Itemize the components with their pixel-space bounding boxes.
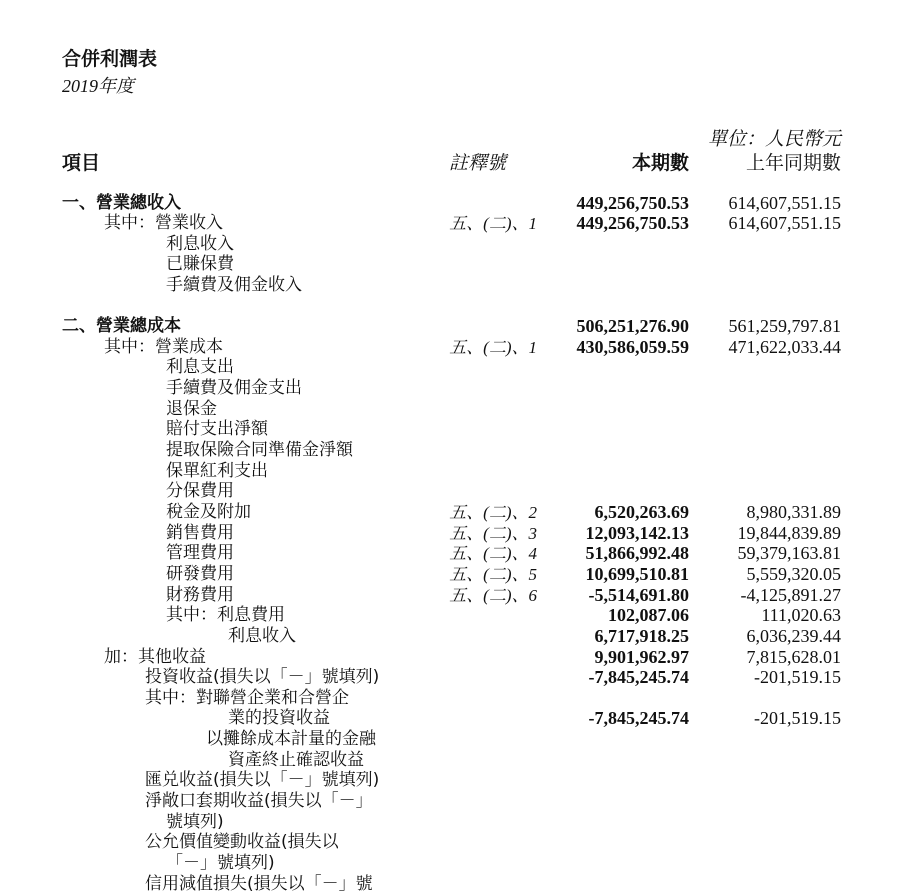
row-label: 賠付支出淨額 — [166, 419, 268, 439]
table-row — [0, 585, 897, 606]
row-note-ref: 五、(二)、2 — [449, 503, 537, 522]
row-note-ref: 五、(二)、6 — [449, 586, 537, 605]
row-current-value: 6,520,263.69 — [594, 502, 689, 522]
row-label: 手續費及佣金收入 — [166, 275, 302, 295]
row-previous-value: 5,559,320.05 — [746, 564, 841, 584]
row-label: 財務費用 — [166, 585, 234, 605]
table-row — [0, 647, 897, 668]
statement-period: 2019年度 — [62, 76, 134, 96]
table-row — [0, 399, 897, 420]
row-label: 其中：對聯營企業和合營企 — [145, 688, 349, 708]
row-current-value: 102,087.06 — [608, 605, 689, 625]
table-row — [0, 564, 897, 585]
table-row — [0, 275, 897, 296]
table-row — [0, 750, 897, 771]
table-row — [0, 481, 897, 502]
row-label: 淨敞口套期收益(損失以「－」 — [145, 791, 373, 811]
row-previous-value: 19,844,839.89 — [737, 523, 841, 543]
row-note-ref: 五、(二)、1 — [449, 214, 537, 233]
row-current-value: -5,514,691.80 — [588, 585, 689, 605]
row-current-value: 449,256,750.53 — [576, 193, 689, 213]
table-row — [0, 378, 897, 399]
row-current-value: -7,845,245.74 — [588, 708, 689, 728]
table-row — [0, 832, 897, 853]
table-row — [0, 543, 897, 564]
table-row — [0, 234, 897, 255]
row-label: 業的投資收益 — [228, 708, 330, 728]
table-row — [0, 440, 897, 461]
row-note-ref: 五、(二)、3 — [449, 524, 537, 543]
row-label: 研發費用 — [166, 564, 234, 584]
table-row — [0, 193, 897, 214]
row-label: 退保金 — [166, 399, 217, 419]
table-row — [0, 874, 897, 895]
row-current-value: 449,256,750.53 — [576, 213, 689, 233]
row-label: 公允價值變動收益(損失以 — [145, 832, 339, 852]
row-previous-value: 7,815,628.01 — [746, 647, 841, 667]
table-row — [0, 791, 897, 812]
row-label: 利息支出 — [166, 357, 234, 377]
row-label: 稅金及附加 — [166, 502, 251, 522]
statement-title: 合併利潤表 — [62, 48, 158, 70]
row-current-value: 430,586,059.59 — [576, 337, 689, 357]
table-row — [0, 357, 897, 378]
row-label: 利息收入 — [228, 626, 296, 646]
currency-unit: 單位：人民幣元 — [707, 129, 841, 150]
row-previous-value: -201,519.15 — [754, 667, 841, 687]
row-note-ref: 五、(二)、1 — [449, 338, 537, 357]
row-previous-value: 614,607,551.15 — [728, 193, 841, 213]
row-label: 分保費用 — [166, 481, 234, 501]
table-row — [0, 770, 897, 791]
column-header-current: 本期數 — [631, 152, 689, 174]
row-label: 資產終止確認收益 — [228, 750, 364, 770]
row-current-value: 9,901,962.97 — [594, 647, 689, 667]
table-row — [0, 812, 897, 833]
table-row — [0, 853, 897, 874]
row-previous-value: 111,020.63 — [761, 605, 841, 625]
row-label: 投資收益(損失以「－」號填列) — [145, 667, 380, 687]
table-row — [0, 213, 897, 234]
table-row — [0, 729, 897, 750]
table-row — [0, 667, 897, 688]
row-label: 提取保險合同準備金淨額 — [166, 440, 353, 460]
row-previous-value: 561,259,797.81 — [728, 316, 841, 336]
table-row — [0, 419, 897, 440]
row-label: 已賺保費 — [166, 254, 234, 274]
table-row — [0, 605, 897, 626]
row-label: 以攤餘成本計量的金融 — [206, 729, 376, 749]
table-row — [0, 254, 897, 275]
column-header-previous: 上年同期數 — [745, 153, 841, 174]
row-note-ref: 五、(二)、5 — [449, 565, 537, 584]
row-label: 其中：利息費用 — [166, 605, 285, 625]
table-row — [0, 688, 897, 709]
row-label: 「－」號填列) — [166, 853, 275, 873]
column-header-note: 註釋號 — [449, 153, 507, 174]
row-previous-value: -4,125,891.27 — [740, 585, 841, 605]
table-row — [0, 523, 897, 544]
row-label: 其中：營業成本 — [104, 337, 223, 357]
row-label: 銷售費用 — [166, 523, 234, 543]
row-label: 加：其他收益 — [104, 647, 206, 667]
row-previous-value: 614,607,551.15 — [728, 213, 841, 233]
row-label: 保單紅利支出 — [166, 461, 268, 481]
row-label: 匯兑收益(損失以「－」號填列) — [145, 770, 380, 790]
row-current-value: 6,717,918.25 — [594, 626, 689, 646]
row-label: 其中：營業收入 — [104, 213, 223, 233]
table-row — [0, 316, 897, 337]
row-label: 號填列) — [166, 812, 224, 832]
row-current-value: 12,093,142.13 — [585, 523, 689, 543]
row-label: 信用減值損失(損失以「－」號 — [145, 874, 373, 894]
row-previous-value: -201,519.15 — [754, 708, 841, 728]
row-current-value: 506,251,276.90 — [576, 316, 689, 336]
row-current-value: 10,699,510.81 — [585, 564, 689, 584]
column-header-item: 項目 — [62, 152, 101, 174]
row-label: 手續費及佣金支出 — [166, 378, 302, 398]
row-label: 利息收入 — [166, 234, 234, 254]
row-previous-value: 6,036,239.44 — [746, 626, 841, 646]
table-row — [0, 626, 897, 647]
row-label: 二、營業總成本 — [62, 316, 181, 336]
table-row — [0, 502, 897, 523]
row-label: 管理費用 — [166, 543, 234, 563]
table-row — [0, 708, 897, 729]
row-label: 一、營業總收入 — [62, 193, 181, 213]
row-current-value: -7,845,245.74 — [588, 667, 689, 687]
row-note-ref: 五、(二)、4 — [449, 544, 537, 563]
table-row — [0, 461, 897, 482]
table-row — [0, 337, 897, 358]
row-current-value: 51,866,992.48 — [585, 543, 689, 563]
row-previous-value: 471,622,033.44 — [728, 337, 841, 357]
row-previous-value: 59,379,163.81 — [737, 543, 841, 563]
row-previous-value: 8,980,331.89 — [746, 502, 841, 522]
